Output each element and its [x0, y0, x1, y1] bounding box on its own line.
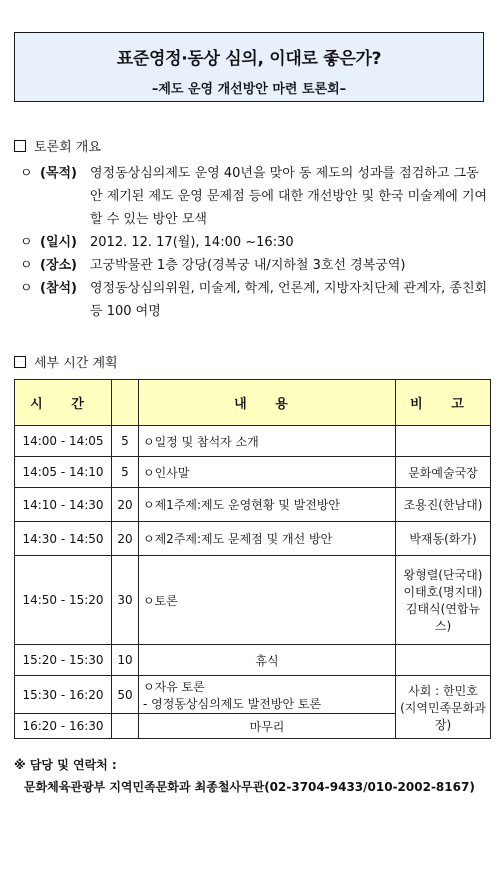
overview-item-attendees: [20, 277, 490, 323]
table-row: [15, 426, 491, 457]
overview-list: [20, 162, 490, 323]
note-cell: 박재동(화가): [396, 522, 491, 556]
schedule-table: [14, 379, 491, 739]
note-cell: [396, 645, 491, 676]
content-line: ㅇ자유 토론: [143, 679, 205, 694]
overview-item-place: [20, 254, 490, 277]
table-row: [15, 645, 491, 676]
content-line: ㅇ일정 및 참석자 소개: [143, 434, 259, 449]
minutes-cell: 30: [112, 556, 139, 645]
note-cell: 조용진(한남대): [396, 488, 491, 522]
time-cell: 15:30 - 16:20: [15, 676, 112, 714]
overview-item-date: [20, 231, 490, 254]
table-row: [15, 488, 491, 522]
overview-text: 고궁박물관 1층 강당(경복궁 내/지하철 3호선 경복궁역): [90, 258, 406, 273]
content-line: ㅇ제2주제:제도 문제점 및 개선 방안: [143, 532, 333, 546]
column-header-content: 내 용: [139, 380, 396, 426]
time-cell: 14:00 - 14:05: [15, 426, 112, 457]
content-cell: [139, 676, 396, 714]
content-cell: [139, 645, 396, 676]
note-cell: 사회 : 한민호 (지역민족문화과장): [396, 676, 491, 739]
content-cell: [139, 457, 396, 488]
overview-text: 2012. 12. 17(월), 14:00 ~16:30: [90, 235, 294, 250]
content-line: ㅇ인사말: [143, 465, 190, 480]
overview-label: (목적): [40, 166, 77, 181]
title-box: [14, 32, 484, 102]
content-line: 휴식: [255, 653, 279, 668]
column-header-time: 시 간: [15, 380, 112, 426]
content-cell: [139, 426, 396, 457]
overview-text: 영정동상심의위원, 미술계, 학계, 언론계, 지방자치단체 관계자, 종친회 등 100 여명: [90, 281, 488, 319]
minutes-cell: [112, 714, 139, 739]
overview-label: (장소): [40, 258, 77, 273]
content-line: 마무리: [249, 719, 285, 734]
time-cell: 14:10 - 14:30: [15, 488, 112, 522]
minutes-cell: 20: [112, 522, 139, 556]
content-cell: [139, 522, 396, 556]
schedule-heading: [14, 352, 118, 371]
table-row: [15, 556, 491, 645]
contact-details: 문화체육관광부 지역민족문화과 최종철사무관(02-3704-9433/010-2002-8167): [24, 780, 475, 794]
content-cell: [139, 714, 396, 739]
bullet-icon: ㅇ: [20, 258, 33, 273]
schedule-heading-text: 세부 시간 계획: [34, 356, 118, 371]
minutes-cell: 20: [112, 488, 139, 522]
time-cell: 16:20 - 16:30: [15, 714, 112, 739]
minutes-cell: 5: [112, 457, 139, 488]
overview-label: (참석): [40, 281, 77, 296]
column-header-note: 비 고: [396, 380, 491, 426]
note-cell: 왕형렬(단국대) 이태호(명지대) 김태식(연합뉴스): [396, 556, 491, 645]
overview-heading-text: 토론회 개요: [34, 140, 101, 155]
overview-heading: [14, 136, 101, 155]
table-row: [15, 457, 491, 488]
content-cell: [139, 488, 396, 522]
minutes-cell: 5: [112, 426, 139, 457]
checkbox-square-icon: [14, 356, 26, 368]
contact-footer: [14, 754, 475, 798]
time-cell: 14:30 - 14:50: [15, 522, 112, 556]
checkbox-square-icon: [14, 140, 26, 152]
overview-item-purpose: [20, 162, 490, 231]
note-cell: 문화예술국장: [396, 457, 491, 488]
overview-text: 영정동상심의제도 운영 40년을 맞아 동 제도의 성과를 점검하고 그동안 제기된 제도 운영 문제점 등에 대한 개선방안 및 한국 미술계에 기여할 수 있는 방안 모색: [90, 166, 488, 227]
column-header-minutes: [112, 380, 139, 426]
table-header-row: [15, 380, 491, 426]
minutes-cell: 10: [112, 645, 139, 676]
time-cell: 14:05 - 14:10: [15, 457, 112, 488]
bullet-icon: ㅇ: [20, 235, 33, 250]
bullet-icon: ㅇ: [20, 281, 33, 296]
table-row: [15, 676, 491, 714]
overview-label: (일시): [40, 235, 77, 250]
content-line: ㅇ토론: [143, 593, 178, 608]
document-title: 표준영정·동상 심의, 이대로 좋은가?: [116, 49, 382, 69]
note-cell: [396, 426, 491, 457]
content-line: ㅇ제1주제:제도 운영현황 및 발전방안: [143, 498, 341, 512]
time-cell: 15:20 - 15:30: [15, 645, 112, 676]
content-line: - 영정동상심의제도 발전방안 토론: [143, 696, 322, 711]
table-row: [15, 522, 491, 556]
contact-label: ※ 담당 및 연락처 :: [14, 758, 117, 772]
document-subtitle: –제도 운영 개선방안 마련 토론회–: [151, 82, 347, 97]
time-cell: 14:50 - 15:20: [15, 556, 112, 645]
bullet-icon: ㅇ: [20, 166, 33, 181]
minutes-cell: 50: [112, 676, 139, 714]
content-cell: [139, 556, 396, 645]
